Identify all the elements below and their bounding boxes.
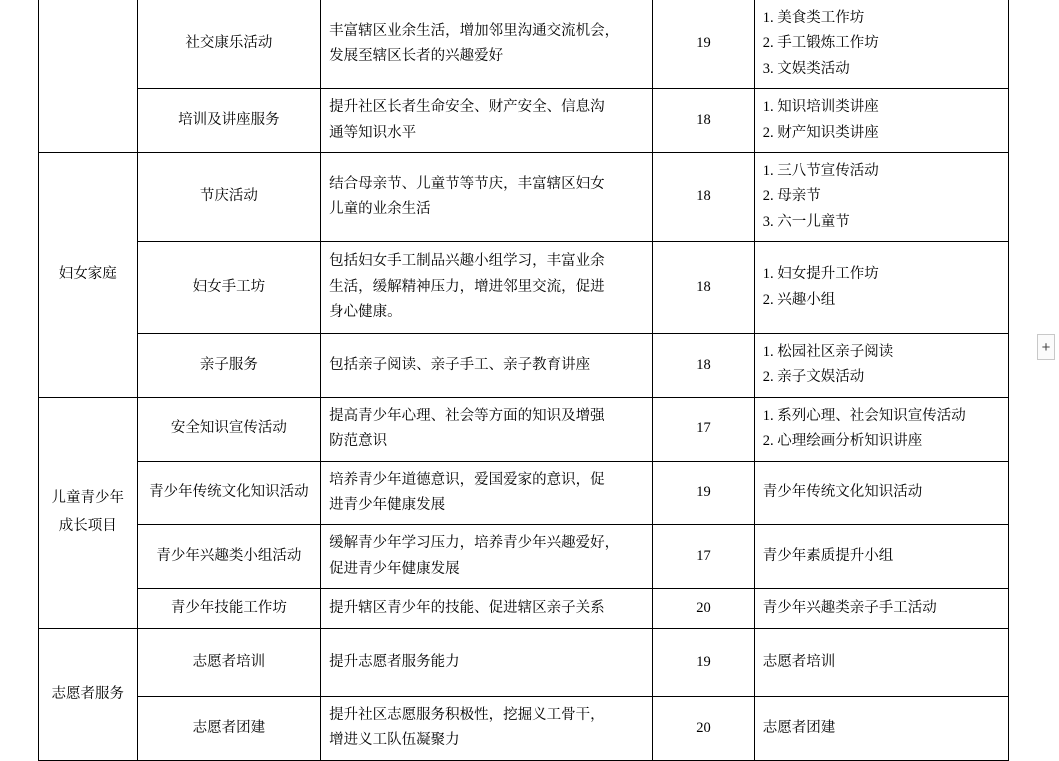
count-cell: 19 — [653, 629, 755, 697]
project-name-cell: 志愿者团建 — [137, 697, 321, 761]
table-row — [39, 525, 1009, 589]
project-name-cell: 节庆活动 — [137, 152, 321, 241]
project-name-cell: 青少年传统文化知识活动 — [137, 461, 321, 525]
table-row — [39, 461, 1009, 525]
activity-table — [38, 0, 1009, 761]
description-cell: 结合母亲节、儿童节等节庆，丰富辖区妇女 儿童的业余生活 — [321, 152, 653, 241]
table-row — [39, 589, 1009, 629]
count-cell: 18 — [653, 89, 755, 153]
table-row — [39, 697, 1009, 761]
contents-cell: 志愿者培训 — [754, 629, 1008, 697]
category-cell: 儿童青少年成长项目 — [39, 397, 138, 628]
category-cell: 志愿者服务 — [39, 629, 138, 761]
contents-cell: 1. 松园社区亲子阅读 2. 亲子文娱活动 — [754, 334, 1008, 398]
description-cell: 包括亲子阅读、亲子手工、亲子教育讲座 — [321, 334, 653, 398]
count-cell: 20 — [653, 589, 755, 629]
project-name-cell: 培训及讲座服务 — [137, 89, 321, 153]
description-cell: 培养青少年道德意识，爱国爱家的意识，促 进青少年健康发展 — [321, 461, 653, 525]
count-cell: 17 — [653, 525, 755, 589]
count-cell: 18 — [653, 242, 755, 334]
table-row — [39, 629, 1009, 697]
add-row-button[interactable]: + — [1037, 334, 1055, 360]
description-cell: 缓解青少年学习压力，培养青少年兴趣爱好， 促进青少年健康发展 — [321, 525, 653, 589]
contents-cell: 青少年传统文化知识活动 — [754, 461, 1008, 525]
contents-cell: 青少年兴趣类亲子手工活动 — [754, 589, 1008, 629]
table-row — [39, 334, 1009, 398]
project-name-cell: 社交康乐活动 — [137, 0, 321, 89]
project-name-cell: 青少年兴趣类小组活动 — [137, 525, 321, 589]
project-name-cell: 青少年技能工作坊 — [137, 589, 321, 629]
count-cell: 19 — [653, 461, 755, 525]
table-row — [39, 397, 1009, 461]
description-cell: 提升社区志愿服务积极性，挖掘义工骨干， 增进义工队伍凝聚力 — [321, 697, 653, 761]
category-cell: 妇女家庭 — [39, 152, 138, 397]
project-name-cell: 亲子服务 — [137, 334, 321, 398]
contents-cell: 志愿者团建 — [754, 697, 1008, 761]
table-body — [39, 0, 1009, 760]
table-row — [39, 0, 1009, 89]
description-cell: 丰富辖区业余生活，增加邻里沟通交流机会， 发展至辖区长者的兴趣爱好 — [321, 0, 653, 89]
count-cell: 18 — [653, 334, 755, 398]
count-cell: 17 — [653, 397, 755, 461]
description-cell: 提升社区长者生命安全、财产安全、信息沟 通等知识水平 — [321, 89, 653, 153]
project-name-cell: 安全知识宣传活动 — [137, 397, 321, 461]
description-cell: 包括妇女手工制品兴趣小组学习，丰富业余 生活，缓解精神压力，增进邻里交流，促进 身心健康。 — [321, 242, 653, 334]
table-row — [39, 242, 1009, 334]
contents-cell: 1. 知识培训类讲座 2. 财产知识类讲座 — [754, 89, 1008, 153]
count-cell: 19 — [653, 0, 755, 89]
count-cell: 20 — [653, 697, 755, 761]
description-cell: 提高青少年心理、社会等方面的知识及增强 防范意识 — [321, 397, 653, 461]
contents-cell: 1. 系列心理、社会知识宣传活动 2. 心理绘画分析知识讲座 — [754, 397, 1008, 461]
contents-cell: 1. 妇女提升工作坊 2. 兴趣小组 — [754, 242, 1008, 334]
project-name-cell: 妇女手工坊 — [137, 242, 321, 334]
contents-cell: 青少年素质提升小组 — [754, 525, 1008, 589]
description-cell: 提升志愿者服务能力 — [321, 629, 653, 697]
table-row — [39, 152, 1009, 241]
project-name-cell: 志愿者培训 — [137, 629, 321, 697]
category-cell — [39, 0, 138, 152]
table-row — [39, 89, 1009, 153]
description-cell: 提升辖区青少年的技能、促进辖区亲子关系 — [321, 589, 653, 629]
contents-cell: 1. 三八节宣传活动 2. 母亲节 3. 六一儿童节 — [754, 152, 1008, 241]
count-cell: 18 — [653, 152, 755, 241]
contents-cell: 1. 美食类工作坊 2. 手工锻炼工作坊 3. 文娱类活动 — [754, 0, 1008, 89]
